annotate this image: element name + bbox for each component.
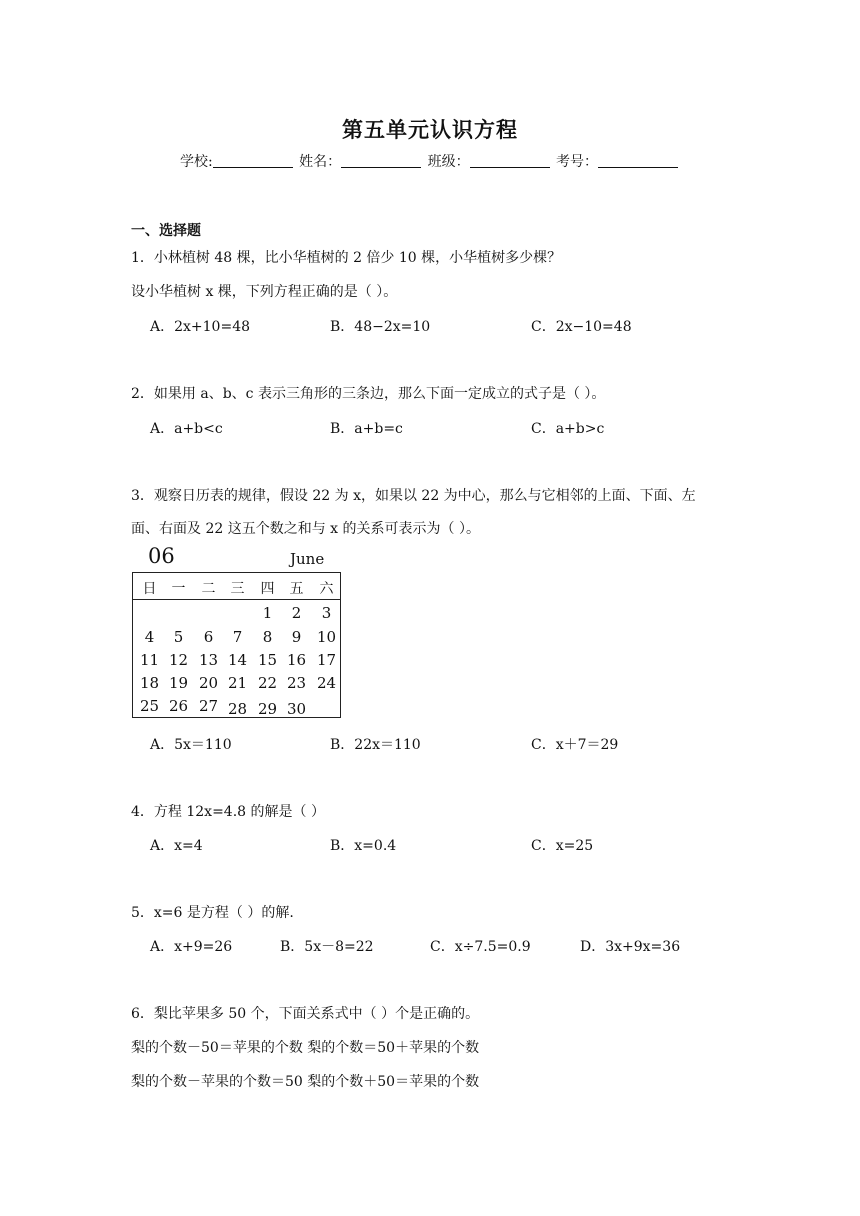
calendar-day: 12	[168, 651, 189, 669]
calendar-day: 2	[291, 604, 302, 622]
question-5-option-d[interactable]: D．3x+9x=36	[580, 939, 681, 955]
question-1-text-2: 设小华植树 x 棵，下列方程正确的是（ ）。	[131, 284, 398, 300]
student-info-line	[0, 151, 860, 171]
calendar-grid	[132, 572, 341, 718]
school-blank[interactable]	[213, 153, 293, 168]
question-5-text: 5．x=6 是方程（ ）的解.	[131, 905, 294, 921]
name-label: 姓名：	[299, 154, 342, 170]
calendar-day: 13	[198, 651, 219, 669]
question-3-option-c[interactable]: C．x＋7＝29	[531, 737, 619, 753]
calendar-day: 3	[321, 604, 332, 622]
calendar-day: 16	[286, 651, 307, 669]
calendar-month-number: 06	[148, 544, 175, 568]
section-heading: 一、选择题	[131, 223, 201, 239]
calendar-day: 22	[257, 674, 278, 692]
question-3-option-a[interactable]: A．5x＝110	[150, 737, 232, 753]
calendar-day: 26	[168, 697, 189, 715]
calendar-header-divider	[133, 599, 340, 600]
question-3-text: 3．观察日历表的规律，假设 22 为 x，如果以 22 为中心，那么与它相邻的上面、下面、左	[131, 488, 696, 504]
question-6-relation-1: 梨的个数－50＝苹果的个数 梨的个数＝50＋苹果的个数	[131, 1040, 480, 1056]
calendar-weekday: 一	[171, 581, 186, 597]
exam-number-label: 考号：	[556, 154, 599, 170]
question-3-text-2: 面、右面及 22 这五个数之和与 x 的关系可表示为（ ）。	[131, 521, 480, 537]
name-blank[interactable]	[341, 153, 421, 168]
question-5-option-a[interactable]: A．x+9=26	[150, 939, 233, 955]
calendar-day: 28	[227, 700, 248, 718]
calendar-day: 30	[286, 700, 307, 718]
calendar-day: 19	[168, 674, 189, 692]
question-2-option-c[interactable]: C．a+b>c	[531, 421, 605, 437]
class-label: 班级：	[427, 154, 470, 170]
question-1-option-b[interactable]: B．48−2x=10	[330, 319, 431, 335]
calendar-day: 15	[257, 651, 278, 669]
school-label: 学校:	[179, 154, 213, 170]
calendar-day: 27	[198, 697, 219, 715]
question-2-text: 2．如果用 a、b、c 表示三角形的三条边，那么下面一定成立的式子是（ ）。	[131, 386, 606, 402]
calendar-day: 4	[144, 628, 155, 646]
calendar-weekday: 六	[319, 581, 334, 597]
calendar-day: 5	[173, 628, 184, 646]
calendar-day: 10	[316, 628, 337, 646]
question-2-option-b[interactable]: B．a+b=c	[330, 421, 403, 437]
calendar-month-name: June	[290, 550, 325, 568]
question-1-text: 1．小林植树 48 棵，比小华植树的 2 倍少 10 棵，小华植树多少棵？	[131, 250, 562, 266]
question-1-option-a[interactable]: A．2x+10=48	[150, 319, 251, 335]
question-1-option-c[interactable]: C．2x−10=48	[531, 319, 632, 335]
calendar-day: 7	[232, 628, 243, 646]
calendar-day: 11	[139, 651, 160, 669]
calendar-day: 6	[203, 628, 214, 646]
calendar-weekday: 日	[142, 581, 157, 597]
calendar-day: 8	[262, 628, 273, 646]
calendar-weekday: 四	[260, 581, 275, 597]
question-5-option-c[interactable]: C．x÷7.5=0.9	[430, 939, 531, 955]
question-4-option-a[interactable]: A．x=4	[150, 838, 203, 854]
question-6-relation-2: 梨的个数－苹果的个数＝50 梨的个数＋50＝苹果的个数	[131, 1074, 480, 1090]
question-6-text: 6．梨比苹果多 50 个，下面关系式中（ ）个是正确的。	[131, 1006, 480, 1022]
calendar-day: 25	[139, 697, 160, 715]
page-title: 第五单元认识方程	[342, 118, 518, 142]
exam-number-blank[interactable]	[598, 153, 678, 168]
question-4-option-b[interactable]: B．x=0.4	[330, 838, 397, 854]
question-3-option-b[interactable]: B．22x＝110	[330, 737, 421, 753]
question-4-text: 4．方程 12x=4.8 的解是（ ）	[131, 804, 325, 820]
calendar-day: 1	[262, 604, 273, 622]
class-blank[interactable]	[470, 153, 550, 168]
calendar-day: 20	[198, 674, 219, 692]
calendar-weekday: 二	[201, 581, 216, 597]
question-5-option-b[interactable]: B．5x－8=22	[280, 939, 374, 955]
calendar-day: 23	[286, 674, 307, 692]
question-2-option-a[interactable]: A．a+b<c	[150, 421, 223, 437]
calendar-day: 14	[227, 651, 248, 669]
calendar-day: 17	[316, 651, 337, 669]
calendar-day: 9	[291, 628, 302, 646]
calendar-weekday: 三	[230, 581, 245, 597]
calendar-day: 29	[257, 700, 278, 718]
calendar-day: 21	[227, 674, 248, 692]
question-4-option-c[interactable]: C．x=25	[531, 838, 594, 854]
calendar-weekday: 五	[289, 581, 304, 597]
calendar-day: 18	[139, 674, 160, 692]
calendar-day: 24	[316, 674, 337, 692]
